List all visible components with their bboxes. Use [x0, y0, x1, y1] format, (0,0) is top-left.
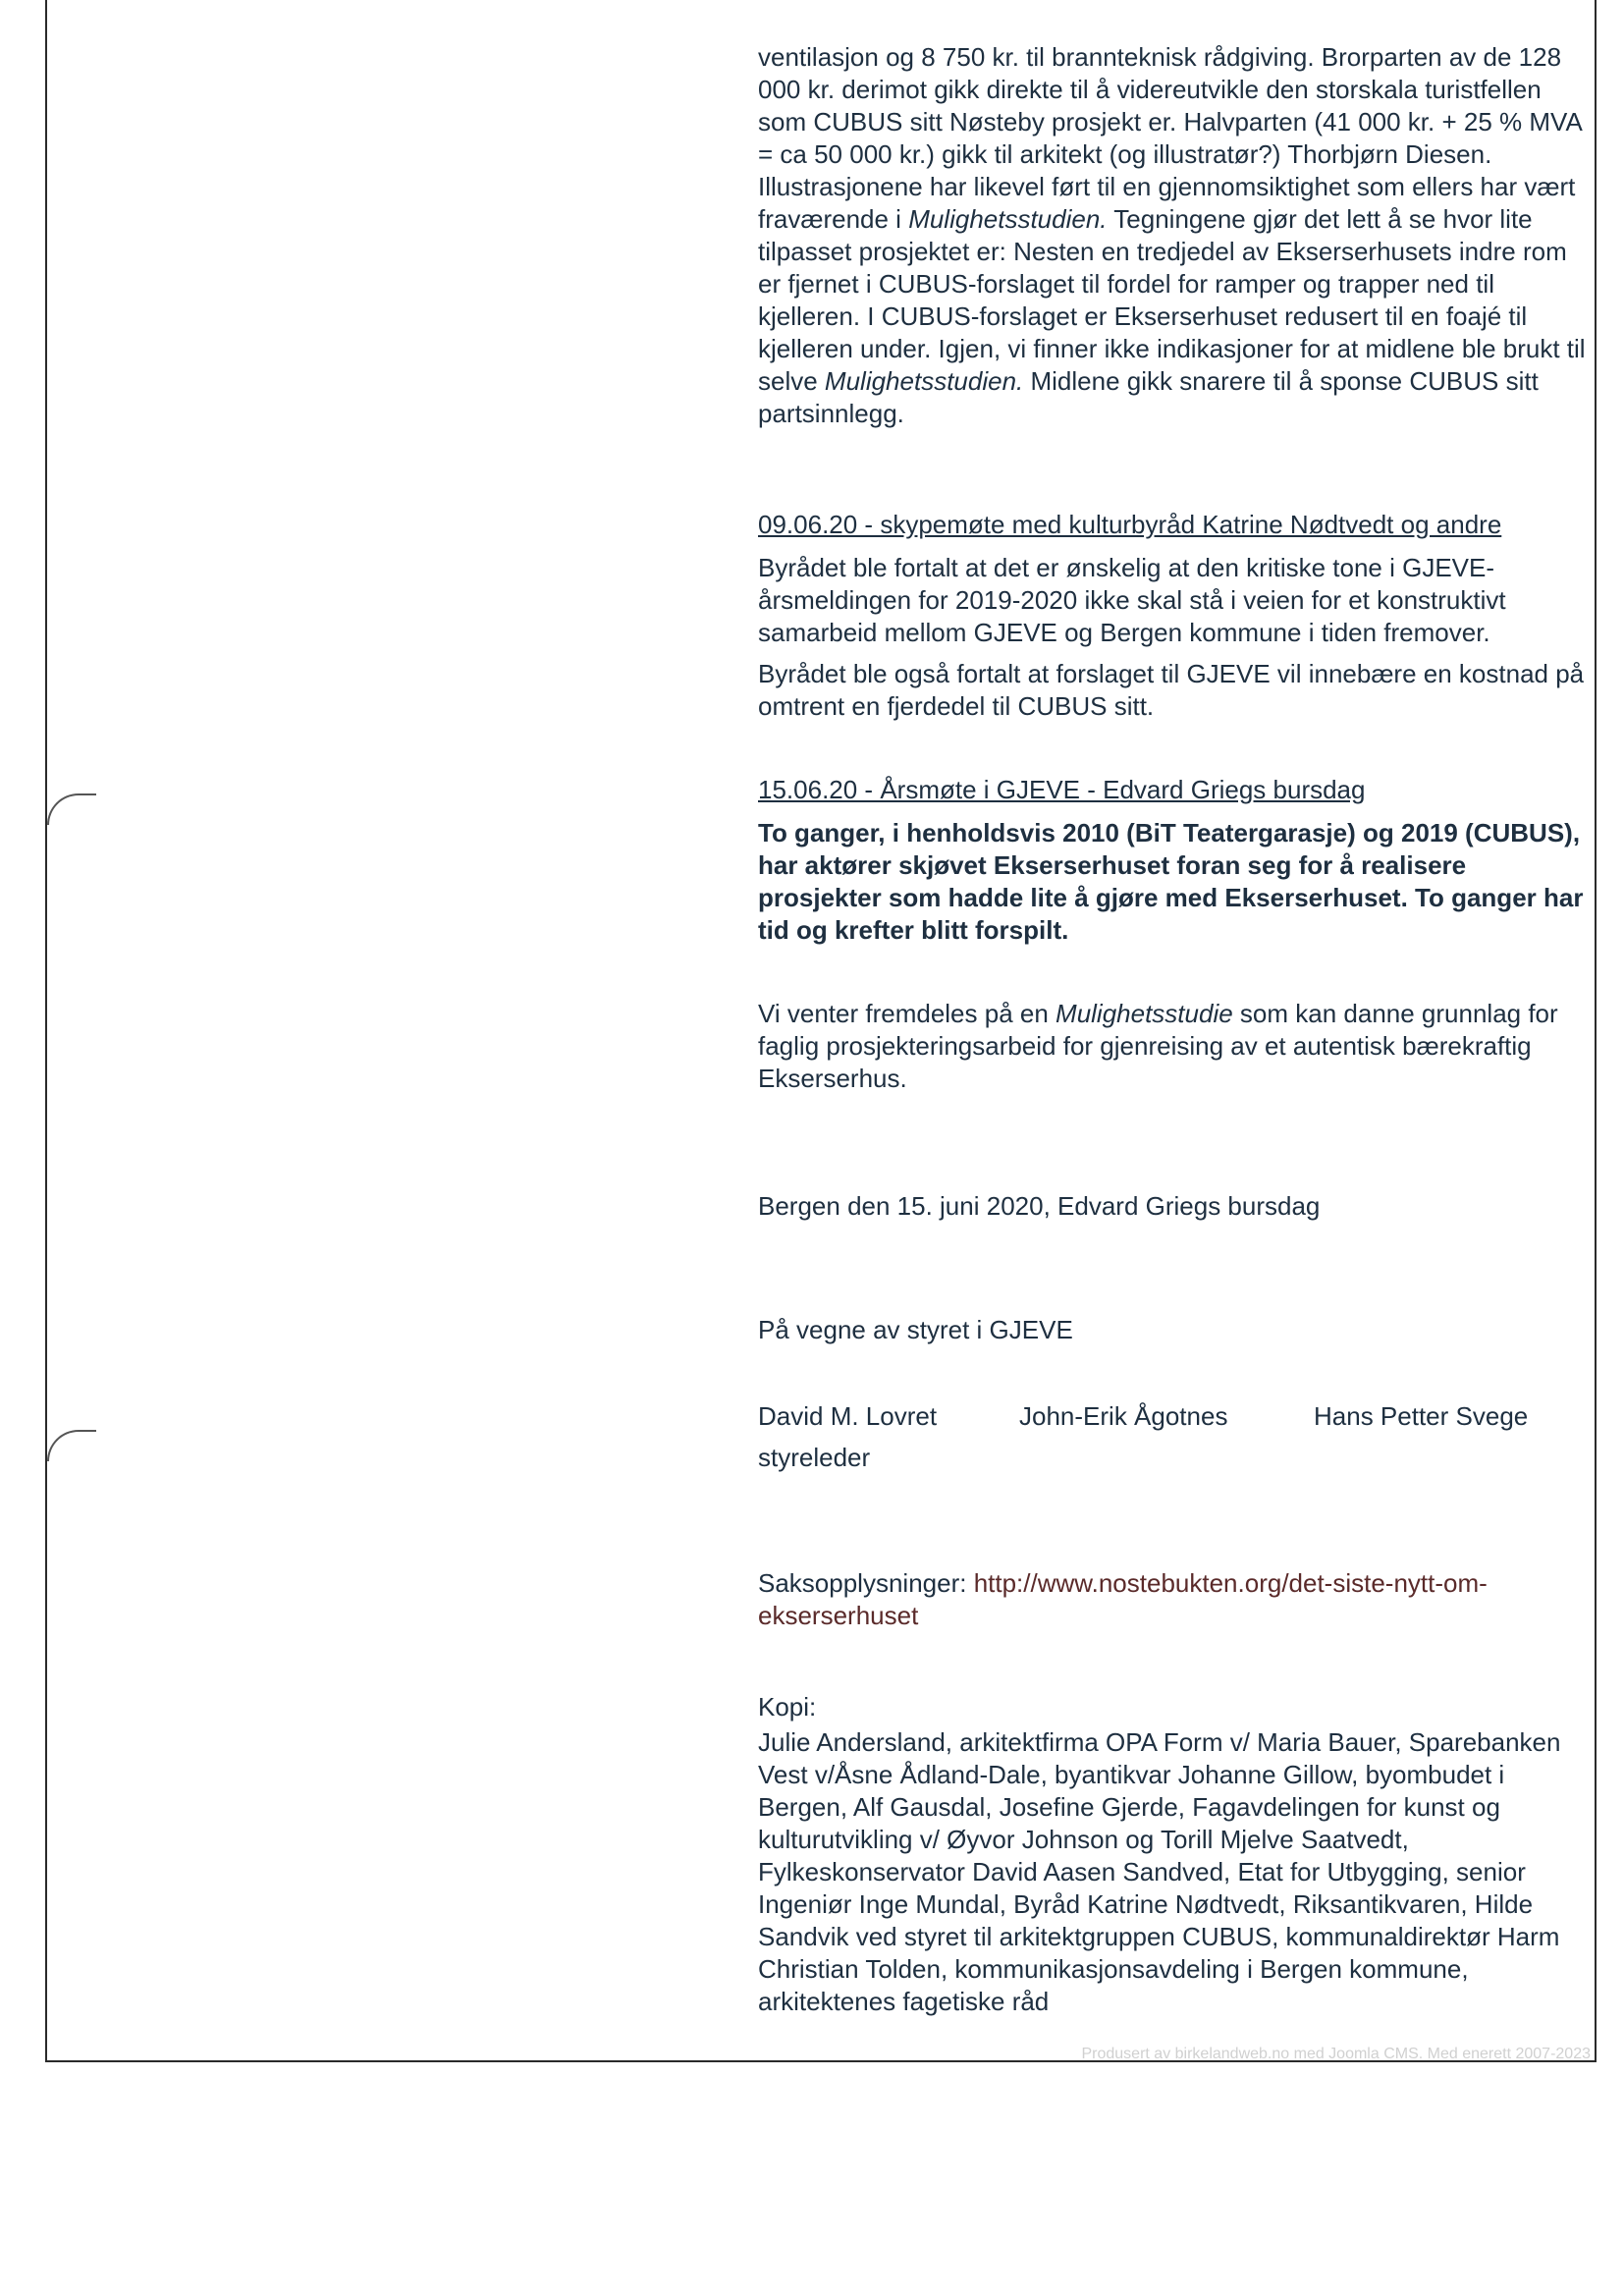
case-info-label: Saksopplysninger:	[758, 1568, 974, 1598]
signature-name-2: John-Erik Ågotnes	[1019, 1401, 1228, 1431]
signature-name-3: Hans Petter Svege	[1314, 1401, 1529, 1431]
meeting-heading-skype: 09.06.20 - skypemøte med kulturbyråd Katrine Nødtvedt og andre	[758, 510, 1502, 539]
bold-statement: To ganger, i henholdsvis 2010 (BiT Teatergarasje) og 2019 (CUBUS), har aktører skjøvet Ekserserhuset foran seg for å realisere prosjekter som hadde lite å gjøre med Ekserserhuset. To ganger har tid og krefter blitt forspilt.	[758, 818, 1584, 945]
date-line: Bergen den 15. juni 2020, Edvard Griegs bursdag	[758, 1191, 1321, 1221]
closing-paragraph: Vi venter fremdeles på en Mulighetsstudie som kan danne grunnlag for faglig prosjekteringsarbeid for gjenreising av et autentisk bærekraftig Ekserserhus.	[758, 999, 1558, 1093]
footer-watermark: Produsert av birkelandweb.no med Joomla CMS. Med enerett 2007-2023	[1081, 2046, 1591, 2062]
case-info	[758, 1567, 1593, 1632]
intro-paragraph: ventilasjon og 8 750 kr. til brannteknisk rådgiving. Brorparten av de 128 000 kr. derimot gikk direkte til å videreutvikle den storskala turistfellen som CUBUS sitt Nøsteby prosjekt er. Halvparten (41 000 kr. + 25 % MVA = ca 50 000 kr.) gikk til arkitekt (og illustratør?) Thorbjørn Diesen. Illustrasjonene har likevel ført til en gjennomsiktighet som ellers har vært fraværende i Mulighetsstudien. Tegningene gjør det lett å se hvor lite tilpasset prosjektet er: Nesten en tredjedel av Ekserserhusets indre rom er fjernet i CUBUS-forslaget til fordel for ramper og trapper ned til kjelleren. I CUBUS-forslaget er Ekserserhuset redusert til en foajé til kjelleren under. Igjen, vi finner ikke indikasjoner for at midlene ble brukt til selve Mulighetsstudien. Midlene gikk snarere til å sponse CUBUS sitt partsinnlegg.	[758, 42, 1586, 428]
copy-recipients: Julie Andersland, arkitektfirma OPA Form v/ Maria Bauer, Sparebanken Vest v/Åsne Ådland-Dale, byantikvar Johanne Gillow, byombudet i Bergen, Alf Gausdal, Josefine Gjerde, Fagavdelingen for kunst og kulturutvikling v/ Øyvor Johnson og Torill Mjelve Saatvedt, Fylkeskonservator David Aasen Sandved, Etat for Utbygging, senior Ingeniør Inge Mundal, Byråd Katrine Nødtvedt, Riksantikvaren, Hilde Sandvik ved styret til arkitektgruppen CUBUS, kommunaldirektør Harm Christian Tolden, kommunikasjonsavdeling i Bergen kommune, arkitektenes fagetiske råd	[758, 1727, 1561, 2016]
meeting-heading-arsmote: 15.06.20 - Årsmøte i GJEVE - Edvard Griegs bursdag	[758, 775, 1366, 804]
on-behalf-line: På vegne av styret i GJEVE	[758, 1315, 1073, 1344]
meeting-paragraph: Byrådet ble også fortalt at forslaget til GJEVE vil innebære en kostnad på omtrent en fjerdedel til CUBUS sitt.	[758, 659, 1585, 721]
copy-label: Kopi:	[758, 1692, 817, 1722]
case-info-link[interactable]: http://www.nostebukten.org/det-siste-nytt-om-ekserserhuset	[758, 1568, 1488, 1630]
signature-role: styreleder	[758, 1443, 871, 1472]
signature-name-1: David M. Lovret	[758, 1401, 938, 1431]
meeting-paragraph: Byrådet ble fortalt at det er ønskelig at den kritiske tone i GJEVE-årsmeldingen for 2019-2020 ikke skal stå i veien for et konstruktivt samarbeid mellom GJEVE og Bergen kommune i tiden fremover.	[758, 553, 1506, 647]
